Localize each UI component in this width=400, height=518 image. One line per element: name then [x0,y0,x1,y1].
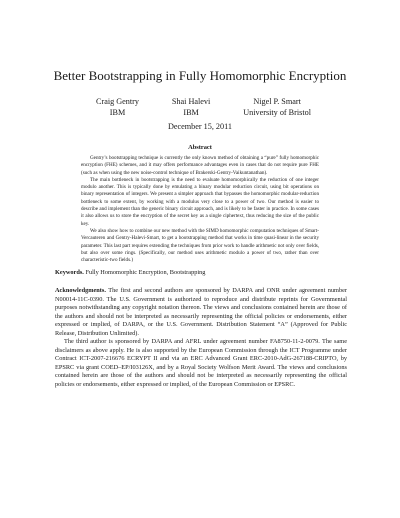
author-name: Nigel P. Smart [253,97,301,106]
acknowledgments-section [55,287,347,389]
author-affiliation: IBM [183,108,199,117]
acknowledgments-text: The first and second authors are sponsored by DARPA and ONR under agreement number N00014-11C-0390. The U.S. Government is authorized to reproduce and distribute reprints for Governmental purposes notwithstanding any copyright notation thereon. The views and conclusions contained herein are those of the authors and should not be interpreted as necessarily representing the official policies or endorsements, either expressed or implied, of DARPA, or the U.S. Government. Distribution Statement “A” (Approved for Public Release, Distribution Unlimited). [55,287,347,337]
acknowledgments-paragraph [55,287,347,338]
acknowledgments-label: Acknowledgments. [55,287,106,294]
author-block [243,96,311,118]
author-block [96,96,139,118]
author-affiliation: University of Bristol [243,108,311,117]
author-block [172,96,210,118]
abstract-paragraph: Gentry’s bootstrapping technique is currently the only known method of obtaining a “pure” fully homomorphic encryption (FHE) schemes, and it may offers performance advantages even in cases that do not require pure FHE (such as when using the new noise-control technique of Brakerski-Gentry-Vaikuntanathan). [81,155,319,176]
author-name: Shai Halevi [171,97,211,106]
acknowledgments-paragraph: The third author is sponsored by DARPA and AFRL under agreement number FA8750-11-2-0079. The same disclaimers as above apply. He is also supported by the European Commission through the ICT Programme under Contract ICT-2007-216676 ECRYPT II and via an ERC Advanced Grant ERC-2010-AdG-267188-CRIPTO, by EPSRC via grant COED–EP/I03126X, and by a Royal Society Wolfson Merit Award. The views and conclusions contained herein are those of the authors and should not be interpreted as necessarily representing the official policies or endorsements, either expressed or implied, of the European Commission or EPSRC. [55,338,347,388]
abstract-paragraph: The main bottleneck in bootstrapping is the need to evaluate homomorphically the reduction of one integer modulo another. This is typically done by emulating a binary modular reduction circuit, using bit operations on binary representation of integers. We present a simpler approach that bypasses the homomorphic modular-reduction bottleneck to some extent, by working with a modulus very close to a power of two. Our method is easier to describe and implement than the generic binary circuit approach, and is likely to be faster in practice. In some cases it also allows us to store the encryption of the secret key as a single ciphertext, thus reducing the size of the public key. [81,176,319,227]
keywords-text: Fully Homomorphic Encryption, Bootstrapping [85,269,206,276]
paper-title: Better Bootstrapping in Fully Homomorphic Encryption [53,68,347,83]
author-name: Craig Gentry [96,97,139,106]
abstract-heading: Abstract [188,144,212,151]
keywords-line [55,269,347,277]
abstract-body [81,155,319,264]
author-list [96,96,311,118]
keywords-label: Keywords. [55,269,84,276]
abstract-paragraph: We also show how to combine our new method with the SIMD homomorphic computation techniques of Smart-Vercauteren and Gentry-Halevi-Smart, to get a bootstrapping method that works in time quasi-linear in the security parameter. This last part requires extending the techniques from prior work to handle arithmetic not only over fields, but also over some rings. (Specifically, our method uses arithmetic modulo a power of two, rather than over characteristic-two fields.) [81,227,319,264]
author-affiliation: IBM [109,108,126,117]
paper-date: December 15, 2011 [167,122,233,131]
